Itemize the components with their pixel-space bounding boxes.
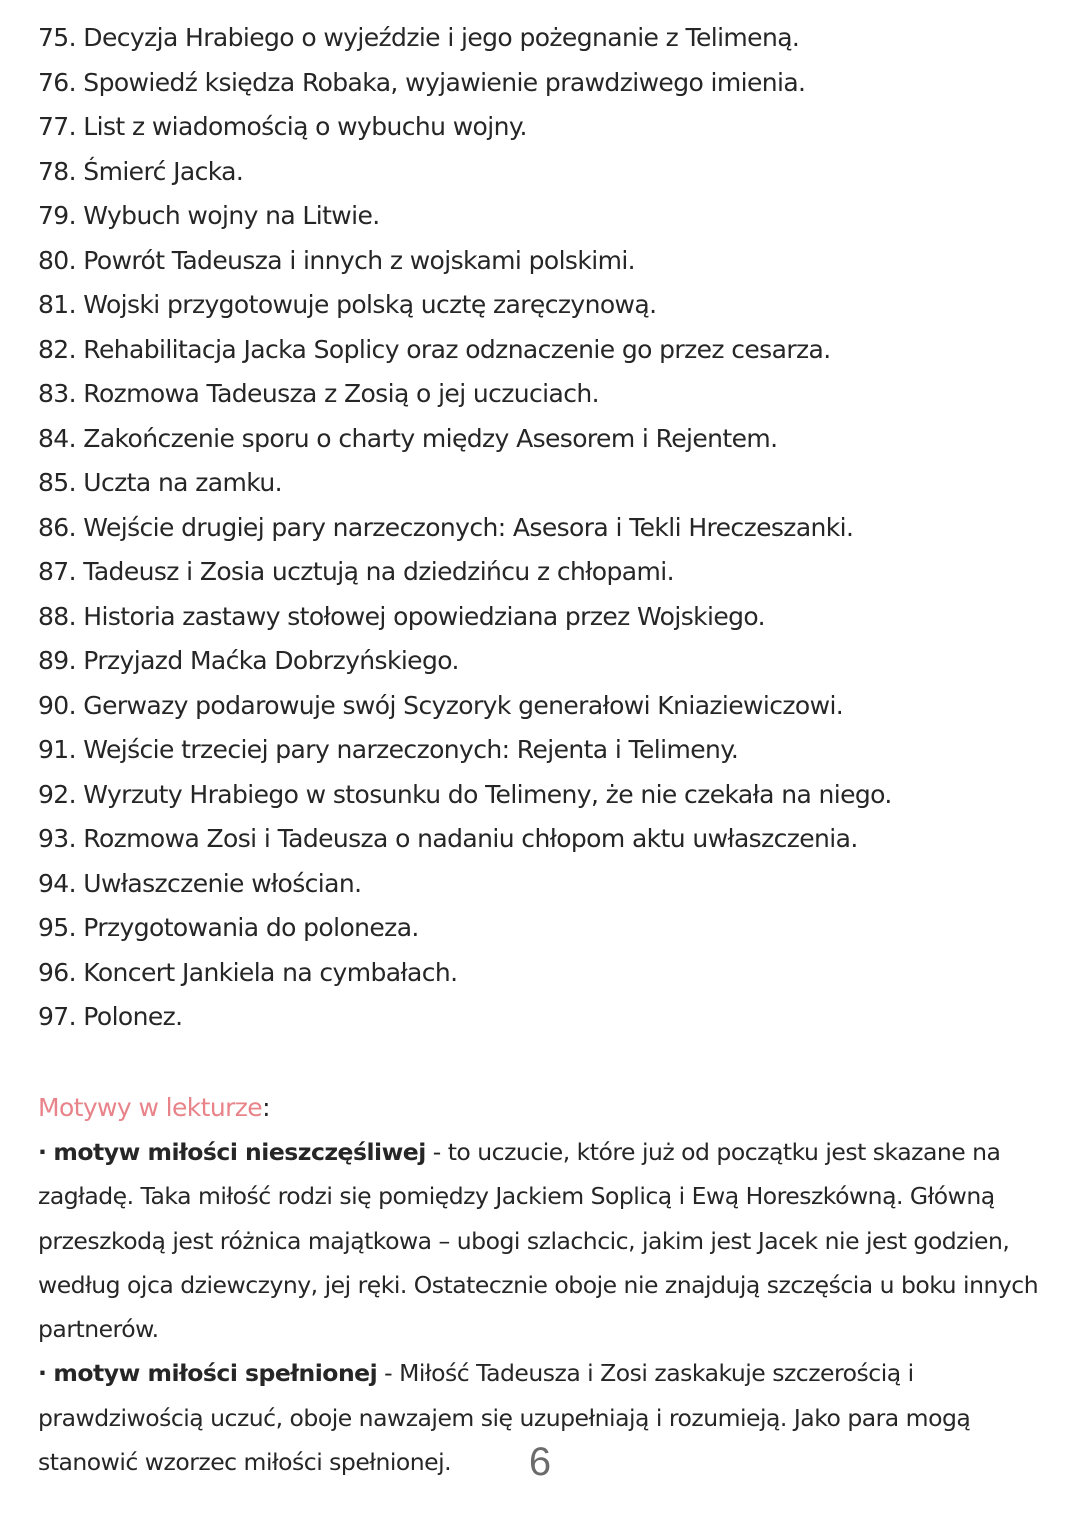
plot-point: 87. Tadeusz i Zosia ucztują na dziedzińcu z chłopami.: [38, 557, 674, 586]
motif-unhappy-love: [38, 1130, 1048, 1351]
plot-point: 81. Wojski przygotowuje polską ucztę zaręczynową.: [38, 290, 657, 319]
motifs-heading-colon: :: [262, 1093, 270, 1122]
motifs-section: [38, 1086, 1048, 1484]
motif-title: motyw miłości nieszczęśliwej: [53, 1138, 426, 1166]
plot-point: 80. Powrót Tadeusza i innych z wojskami polskimi.: [38, 245, 636, 275]
plot-point: 85. Uczta na zamku.: [38, 468, 282, 497]
plot-point: 91. Wejście trzeciej pary narzeczonych: Rejenta i Telimeny.: [38, 735, 739, 764]
plot-point: 93. Rozmowa Zosi i Tadeusza o nadaniu chłopom aktu uwłaszczenia.: [38, 824, 858, 853]
plot-point: 90. Gerwazy podarowuje swój Scyzoryk generałowi Kniaziewiczowi.: [38, 690, 844, 720]
motif-description: - to uczucie, które już od początku jest skazane na zagładę. Taka miłość rodzi się pomiędzy Jackiem Soplicą i Ewą Horeszkówną. Główną przeszkodą jest różnica majątkowa – ubogi szlachcic, jakim jest Jacek nie jest godzien, według ojca dziewczyny, jej ręki. Ostatecznie oboje nie znajdują szczęścia u boku innych partnerów.: [38, 1138, 1039, 1344]
plot-point: 89. Przyjazd Maćka Dobrzyńskiego.: [38, 646, 459, 675]
plot-point: 94. Uwłaszczenie włościan.: [38, 868, 362, 898]
plot-point: 96. Koncert Jankiela na cymbałach.: [38, 957, 458, 987]
motif-description: - Miłość Tadeusza i Zosi zaskakuje szczerością i prawdziwością uczuć, oboje nawzajem się uzupełniają i rozumieją. Jako para mogą stanowić wzorzec miłości spełnionej.: [38, 1359, 971, 1477]
plot-point: 83. Rozmowa Tadeusza z Zosią o jej uczuciach.: [38, 379, 599, 408]
plot-point: 76. Spowiedź księdza Robaka, wyjawienie prawdziwego imienia.: [38, 67, 806, 97]
motifs-heading: [38, 1086, 1048, 1130]
bullet-icon: ·: [38, 1359, 47, 1388]
bullet-icon: ·: [38, 1138, 47, 1166]
plot-point: 92. Wyrzuty Hrabiego w stosunku do Telimeny, że nie czekała na niego.: [38, 779, 892, 809]
motifs-heading-text: Motywy w lekturze: [38, 1093, 263, 1122]
plot-point: 88. Historia zastawy stołowej opowiedziana przez Wojskiego.: [38, 601, 766, 631]
plot-point: 82. Rehabilitacja Jacka Soplicy oraz odznaczenie go przez cesarza.: [38, 334, 831, 364]
plot-point: 77. List z wiadomością o wybuchu wojny.: [38, 112, 527, 141]
plot-point: 86. Wejście drugiej pary narzeczonych: Asesora i Tekli Hreczeszanki.: [38, 512, 854, 542]
plot-point: 97. Polonez.: [38, 1002, 183, 1031]
plot-point: 84. Zakończenie sporu o charty między Asesorem i Rejentem.: [38, 423, 778, 453]
plot-point: 95. Przygotowania do poloneza.: [38, 913, 419, 942]
plot-point: 75. Decyzja Hrabiego o wyjeździe i jego pożegnanie z Telimeną.: [38, 23, 800, 52]
motif-title: motyw miłości spełnionej: [53, 1359, 378, 1388]
page-number: 6: [528, 1440, 552, 1484]
plot-point: 78. Śmierć Jacka.: [38, 156, 244, 186]
plot-points-list: [38, 16, 1048, 1040]
plot-point: 79. Wybuch wojny na Litwie.: [38, 201, 380, 230]
